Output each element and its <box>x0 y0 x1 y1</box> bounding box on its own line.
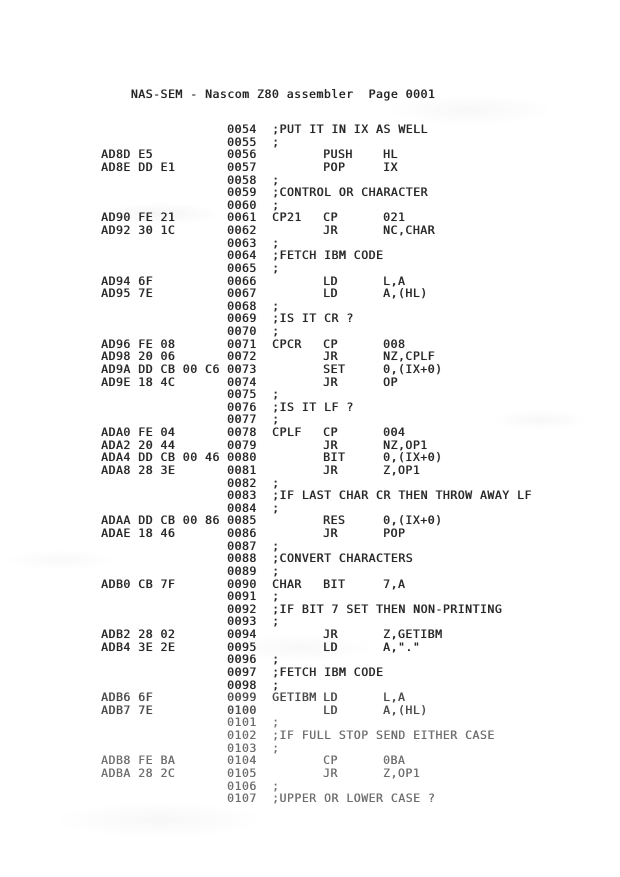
line-number: 0065 <box>227 260 257 275</box>
assembler-title: NAS-SEM - Nascom Z80 assembler <box>130 87 354 101</box>
line-number: 0099 <box>227 690 257 705</box>
listing-line <box>101 400 601 413</box>
comment: ;CONVERT CHARACTERS <box>272 551 414 566</box>
line-number: 0077 <box>227 412 257 427</box>
line-number: 0103 <box>227 740 257 755</box>
listing-line <box>101 488 601 501</box>
operand: OP <box>383 374 398 389</box>
line-number: 0097 <box>227 664 257 679</box>
listing-line <box>101 173 601 186</box>
operand: HL <box>383 147 398 162</box>
line-number: 0085 <box>227 513 257 528</box>
listing-line <box>101 602 601 615</box>
listing-line <box>101 160 601 173</box>
address-bytes: ADB7 7E <box>101 702 153 717</box>
address-bytes: ADA8 28 3E <box>101 462 176 477</box>
line-number: 0068 <box>227 298 257 313</box>
line-number: 0083 <box>227 488 257 503</box>
comment: ;IS IT LF ? <box>272 399 354 414</box>
listing-line <box>101 135 601 148</box>
address-bytes: ADA4 DD CB 00 46 <box>101 450 220 465</box>
listing-line <box>101 627 601 640</box>
operand: 0,(IX+0) <box>383 450 443 465</box>
address-bytes: ADB0 CB 7F <box>101 576 176 591</box>
listing-line <box>101 248 601 261</box>
listing-line <box>101 311 601 324</box>
mnemonic: LD <box>323 639 338 654</box>
address-bytes: ADAE 18 46 <box>101 526 176 540</box>
line-number: 0096 <box>227 652 257 667</box>
line-number: 0102 <box>227 728 257 742</box>
operand: NZ,OP1 <box>383 437 428 452</box>
listing-line <box>101 261 601 274</box>
line-number: 0106 <box>227 778 257 793</box>
comment: ;IS IT CR ? <box>272 311 354 326</box>
line-number: 0069 <box>227 311 257 326</box>
listing-line <box>101 526 601 539</box>
address-bytes: AD8D E5 <box>101 147 153 162</box>
listing-line <box>101 147 601 160</box>
listing-line <box>101 640 601 653</box>
page-number: Page 0001 <box>368 87 436 101</box>
listing-line <box>101 703 601 716</box>
line-number: 0058 <box>227 172 257 187</box>
mnemonic: RES <box>323 513 346 528</box>
operand: 7,A <box>383 576 406 591</box>
address-bytes: ADA0 FE 04 <box>101 425 176 439</box>
comment: ; <box>272 652 280 667</box>
comment: ; <box>272 500 280 515</box>
line-number: 0079 <box>227 437 257 452</box>
line-number: 0104 <box>227 753 257 768</box>
address-bytes: AD98 20 06 <box>101 349 176 364</box>
comment: ; <box>272 412 280 427</box>
address-bytes: AD9E 18 4C <box>101 374 176 389</box>
line-number: 0091 <box>227 589 257 604</box>
line-number: 0094 <box>227 627 257 641</box>
label: CPLF <box>272 425 302 439</box>
listing-line <box>101 539 601 552</box>
listing-line <box>101 715 601 728</box>
listing-line <box>101 551 601 564</box>
mnemonic: CP <box>323 336 338 351</box>
assembly-listing <box>101 122 601 804</box>
listing-line <box>101 728 601 741</box>
comment: ; <box>272 387 280 402</box>
line-number: 0071 <box>227 336 257 351</box>
comment: ; <box>272 677 280 692</box>
mnemonic: POP <box>323 159 346 174</box>
address-bytes: ADB8 FE BA <box>101 753 176 768</box>
listing-line <box>101 387 601 400</box>
comment: ;UPPER OR LOWER CASE ? <box>272 791 436 806</box>
operand: A,(HL) <box>383 286 428 301</box>
operand: L,A <box>383 273 406 288</box>
line-number: 0072 <box>227 349 257 364</box>
listing-line <box>101 412 601 425</box>
comment: ; <box>272 298 280 313</box>
line-number: 0080 <box>227 450 257 465</box>
listing-line <box>101 425 601 438</box>
listing-line <box>101 274 601 287</box>
mnemonic: CP <box>323 425 338 439</box>
listing-line <box>101 450 601 463</box>
comment: ;FETCH IBM CODE <box>272 664 384 679</box>
listing-line <box>101 614 601 627</box>
listing-line <box>101 577 601 590</box>
mnemonic: CP <box>323 753 338 768</box>
mnemonic: BIT <box>323 576 346 591</box>
listing-line <box>101 753 601 766</box>
mnemonic: JR <box>323 462 338 477</box>
comment: ; <box>272 260 280 275</box>
listing-line <box>101 349 601 362</box>
listing-line <box>101 337 601 350</box>
operand: POP <box>383 526 406 540</box>
mnemonic: JR <box>323 349 338 364</box>
listing-line <box>101 362 601 375</box>
operand: A,(HL) <box>383 702 428 717</box>
listing-line <box>101 513 601 526</box>
line-number: 0059 <box>227 185 257 200</box>
address-bytes: ADB6 6F <box>101 690 153 705</box>
operand: 004 <box>383 425 406 439</box>
address-bytes: ADA2 20 44 <box>101 437 176 452</box>
address-bytes: ADB4 3E 2E <box>101 639 176 654</box>
line-number: 0101 <box>227 715 257 730</box>
line-number: 0105 <box>227 765 257 780</box>
line-number: 0060 <box>227 197 257 212</box>
line-number: 0088 <box>227 551 257 566</box>
comment: ;IF LAST CHAR CR THEN THROW AWAY LF <box>272 488 532 503</box>
mnemonic: JR <box>323 526 338 540</box>
line-number: 0054 <box>227 122 257 136</box>
mnemonic: CP <box>323 210 338 225</box>
address-bytes: AD95 7E <box>101 286 153 301</box>
line-number: 0074 <box>227 374 257 389</box>
address-bytes: AD9A DD CB 00 C6 <box>101 361 220 376</box>
line-number: 0070 <box>227 324 257 338</box>
line-number: 0084 <box>227 500 257 515</box>
operand: Z,OP1 <box>383 765 421 780</box>
address-bytes: ADAA DD CB 00 86 <box>101 513 220 528</box>
line-number: 0081 <box>227 462 257 477</box>
operand: NC,CHAR <box>383 223 435 237</box>
operand: 0BA <box>383 753 406 768</box>
address-bytes: ADBA 28 2C <box>101 765 176 780</box>
listing-line <box>101 678 601 691</box>
operand: 021 <box>383 210 406 225</box>
line-number: 0061 <box>227 210 257 225</box>
listing-line <box>101 766 601 779</box>
listing-line <box>101 476 601 489</box>
listing-line <box>101 652 601 665</box>
mnemonic: BIT <box>323 450 346 465</box>
comment: ; <box>272 324 280 338</box>
comment: ; <box>272 778 280 793</box>
listing-line <box>101 286 601 299</box>
operand: NZ,CPLF <box>383 349 435 364</box>
listing-line <box>101 299 601 312</box>
comment: ; <box>272 563 280 578</box>
comment: ; <box>272 197 280 212</box>
operand: L,A <box>383 690 406 705</box>
mnemonic: JR <box>323 627 338 641</box>
address-bytes: AD90 FE 21 <box>101 210 176 225</box>
page-header <box>101 73 435 115</box>
address-bytes: AD92 30 1C <box>101 223 176 237</box>
listing-line <box>101 122 601 135</box>
line-number: 0095 <box>227 639 257 654</box>
line-number: 0098 <box>227 677 257 692</box>
listing-line <box>101 665 601 678</box>
comment: ;PUT IT IN IX AS WELL <box>272 122 428 136</box>
comment: ; <box>272 589 280 604</box>
line-number: 0093 <box>227 614 257 629</box>
line-number: 0100 <box>227 702 257 717</box>
line-number: 0086 <box>227 526 257 540</box>
line-number: 0056 <box>227 147 257 162</box>
listing-line <box>101 501 601 514</box>
comment: ; <box>272 235 280 250</box>
label: CHAR <box>272 576 302 591</box>
line-number: 0087 <box>227 538 257 553</box>
listing-line <box>101 223 601 236</box>
line-number: 0067 <box>227 286 257 301</box>
mnemonic: JR <box>323 223 338 237</box>
comment: ;CONTROL OR CHARACTER <box>272 185 428 200</box>
line-number: 0092 <box>227 601 257 616</box>
mnemonic: LD <box>323 690 338 705</box>
address-bytes: AD96 FE 08 <box>101 336 176 351</box>
address-bytes: AD94 6F <box>101 273 153 288</box>
line-number: 0090 <box>227 576 257 591</box>
comment: ; <box>272 475 280 490</box>
label: CPCR <box>272 336 302 351</box>
line-number: 0055 <box>227 134 257 149</box>
comment: ; <box>272 715 280 730</box>
comment: ; <box>272 614 280 629</box>
mnemonic: SET <box>323 361 346 376</box>
operand: A,"." <box>383 639 421 654</box>
address-bytes: AD8E DD E1 <box>101 159 176 174</box>
comment: ; <box>272 134 280 149</box>
listing-line <box>101 564 601 577</box>
operand: 0,(IX+0) <box>383 513 443 528</box>
line-number: 0075 <box>227 387 257 402</box>
comment: ; <box>272 740 280 755</box>
line-number: 0082 <box>227 475 257 490</box>
operand: 0,(IX+0) <box>383 361 443 376</box>
comment: ;IF BIT 7 SET THEN NON-PRINTING <box>272 601 503 616</box>
listing-line <box>101 236 601 249</box>
line-number: 0076 <box>227 399 257 414</box>
comment: ; <box>272 172 280 187</box>
comment: ; <box>272 538 280 553</box>
mnemonic: JR <box>323 765 338 780</box>
listing-line <box>101 198 601 211</box>
operand: Z,OP1 <box>383 462 421 477</box>
mnemonic: LD <box>323 273 338 288</box>
label: CP21 <box>272 210 302 225</box>
line-number: 0064 <box>227 248 257 263</box>
mnemonic: LD <box>323 702 338 717</box>
listing-line <box>101 589 601 602</box>
listing-line <box>101 185 601 198</box>
mnemonic: PUSH <box>323 147 353 162</box>
operand: 008 <box>383 336 406 351</box>
listing-line <box>101 463 601 476</box>
label: GETIBM <box>272 690 317 705</box>
mnemonic: LD <box>323 286 338 301</box>
address-bytes: ADB2 28 02 <box>101 627 176 641</box>
operand: IX <box>383 159 398 174</box>
listing-line <box>101 375 601 388</box>
line-number: 0062 <box>227 223 257 237</box>
listing-line <box>101 210 601 223</box>
line-number: 0063 <box>227 235 257 250</box>
listing-line <box>101 438 601 451</box>
line-number: 0107 <box>227 791 257 806</box>
line-number: 0057 <box>227 159 257 174</box>
comment: ;IF FULL STOP SEND EITHER CASE <box>272 728 495 742</box>
listing-line <box>101 324 601 337</box>
listing-line <box>101 791 601 804</box>
listing-line <box>101 741 601 754</box>
line-number: 0089 <box>227 563 257 578</box>
listing-line <box>101 779 601 792</box>
operand: Z,GETIBM <box>383 627 443 641</box>
line-number: 0073 <box>227 361 257 376</box>
mnemonic: JR <box>323 437 338 452</box>
comment: ;FETCH IBM CODE <box>272 248 384 263</box>
listing-line <box>101 690 601 703</box>
mnemonic: JR <box>323 374 338 389</box>
line-number: 0078 <box>227 425 257 439</box>
line-number: 0066 <box>227 273 257 288</box>
